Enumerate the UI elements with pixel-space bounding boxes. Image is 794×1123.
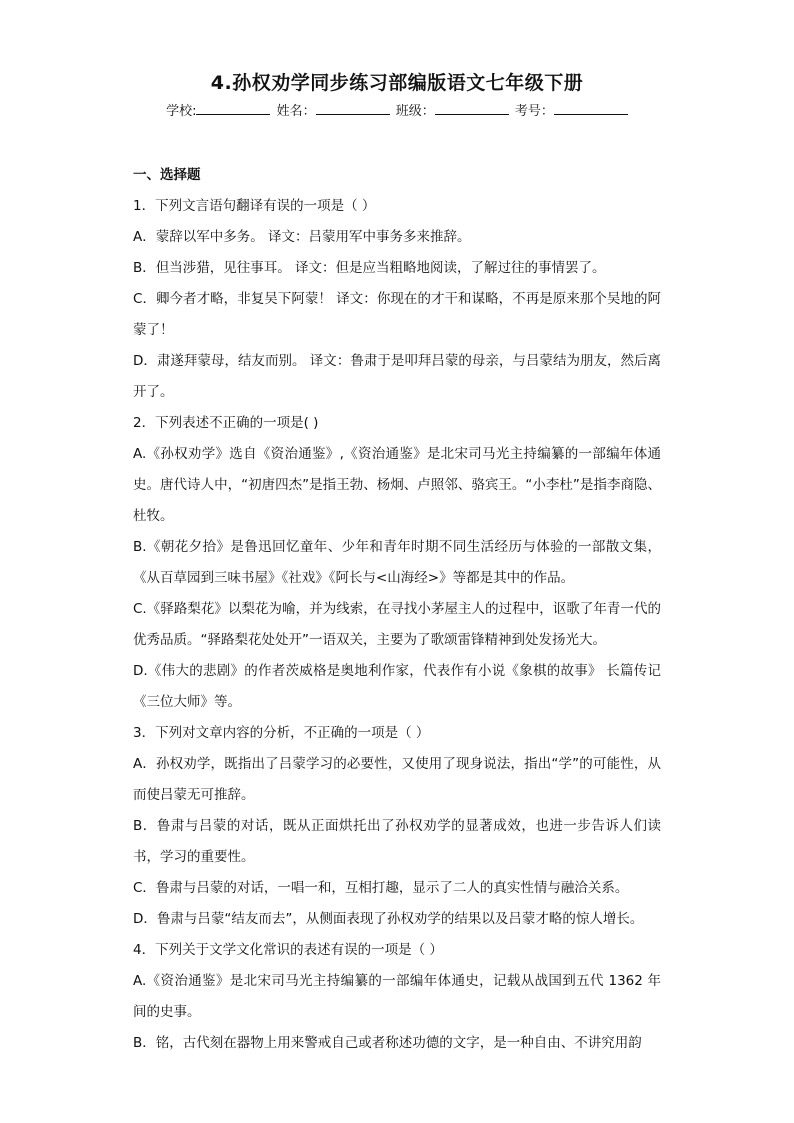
name-field (277, 101, 390, 122)
question-4 (133, 935, 661, 1059)
question-stem: 2．下列表述不正确的一项是( ) (133, 415, 319, 431)
exam-number-field (515, 101, 628, 122)
name-label: 姓名： (276, 104, 316, 119)
option-c: C.《驿路梨花》以梨花为喻，并为线索，在寻找小茅屋主人的过程中，讴歌了年青一代的优秀品质。“驿路梨花处处开”一语双关，主要为了歌颂雷锋精神到处发扬光大。 (133, 601, 661, 648)
question-1 (133, 191, 661, 408)
option-d: D．肃遂拜蒙母，结友而别。 译文：鲁肃于是叩拜吕蒙的母亲，与吕蒙结为朋友，然后离开了。 (133, 353, 661, 400)
question-2 (133, 408, 661, 718)
option-d: D.《伟大的悲剧》的作者茨威格是奥地利作家，代表作有小说《象棋的故事》 长篇传记《三位大师》等。 (133, 663, 661, 710)
exam-number-label: 考号： (514, 104, 554, 119)
exam-number-blank[interactable] (554, 101, 628, 115)
option-b: B．但当涉猎，见往事耳。 译文：但是应当粗略地阅读，了解过往的事情罢了。 (133, 260, 606, 276)
section-title: 一、选择题 (133, 167, 201, 183)
class-label: 班级： (395, 104, 435, 119)
option-c: C．卿今者才略，非复吴下阿蒙！ 译文：你现在的才干和谋略，不再是原来那个吴地的阿蒙了！ (133, 291, 661, 338)
option-b: B.《朝花夕拾》是鲁迅回忆童年、少年和青年时期不同生活经历与体验的一部散文集，《从百草园到三味书屋》《社戏》《阿长与<山海经>》等都是其中的作品。 (133, 539, 661, 586)
question-stem: 3．下列对文章内容的分析，不正确的一项是（ ） (133, 725, 430, 741)
school-label: 学校: (166, 104, 197, 119)
student-info-line (0, 101, 794, 122)
question-stem: 4．下列关于文学文化常识的表述有误的一项是（ ） (133, 942, 443, 958)
class-field (396, 101, 509, 122)
option-a: A．蒙辞以军中多务。 译文：吕蒙用军中事务多来推辞。 (133, 229, 471, 245)
option-c: C．鲁肃与吕蒙的对话，一唱一和，互相打趣，显示了二人的真实性情与融洽关系。 (133, 880, 629, 896)
option-a: A．孙权劝学，既指出了吕蒙学习的必要性，又使用了现身说法，指出“学”的可能性，从而使吕蒙无可推辞。 (133, 756, 661, 803)
option-a: A.《资治通鉴》是北宋司马光主持编纂的一部编年体通史，记载从战国到五代 1362 年间的史事。 (133, 973, 661, 1020)
class-blank[interactable] (435, 101, 509, 115)
question-3 (133, 718, 661, 935)
document-title: 4.孙权劝学同步练习部编版语文七年级下册 (210, 72, 584, 94)
option-b: B．鲁肃与吕蒙的对话，既从正面烘托出了孙权劝学的显著成效，也进一步告诉人们读书，学习的重要性。 (133, 818, 661, 865)
school-field (166, 101, 270, 122)
option-a: A.《孙权劝学》选自《资治通鉴》,《资治通鉴》是北宋司马光主持编纂的一部编年体通史。唐代诗人中，“初唐四杰”是指王勃、杨炯、卢照邻、骆宾王。“小李杜”是指李商隐、杜牧。 (133, 446, 661, 524)
school-blank[interactable] (196, 101, 270, 115)
option-d: D．鲁肃与吕蒙“结友而去”，从侧面表现了孙权劝学的结果以及吕蒙才略的惊人增长。 (133, 911, 644, 927)
question-stem: 1．下列文言语句翻译有误的一项是（ ） (133, 198, 376, 214)
option-b: B．铭，古代刻在器物上用来警戒自己或者称述功德的文字，是一种自由、不讲究用韵 (133, 1035, 642, 1051)
name-blank[interactable] (316, 101, 390, 115)
exam-content (133, 164, 661, 1059)
